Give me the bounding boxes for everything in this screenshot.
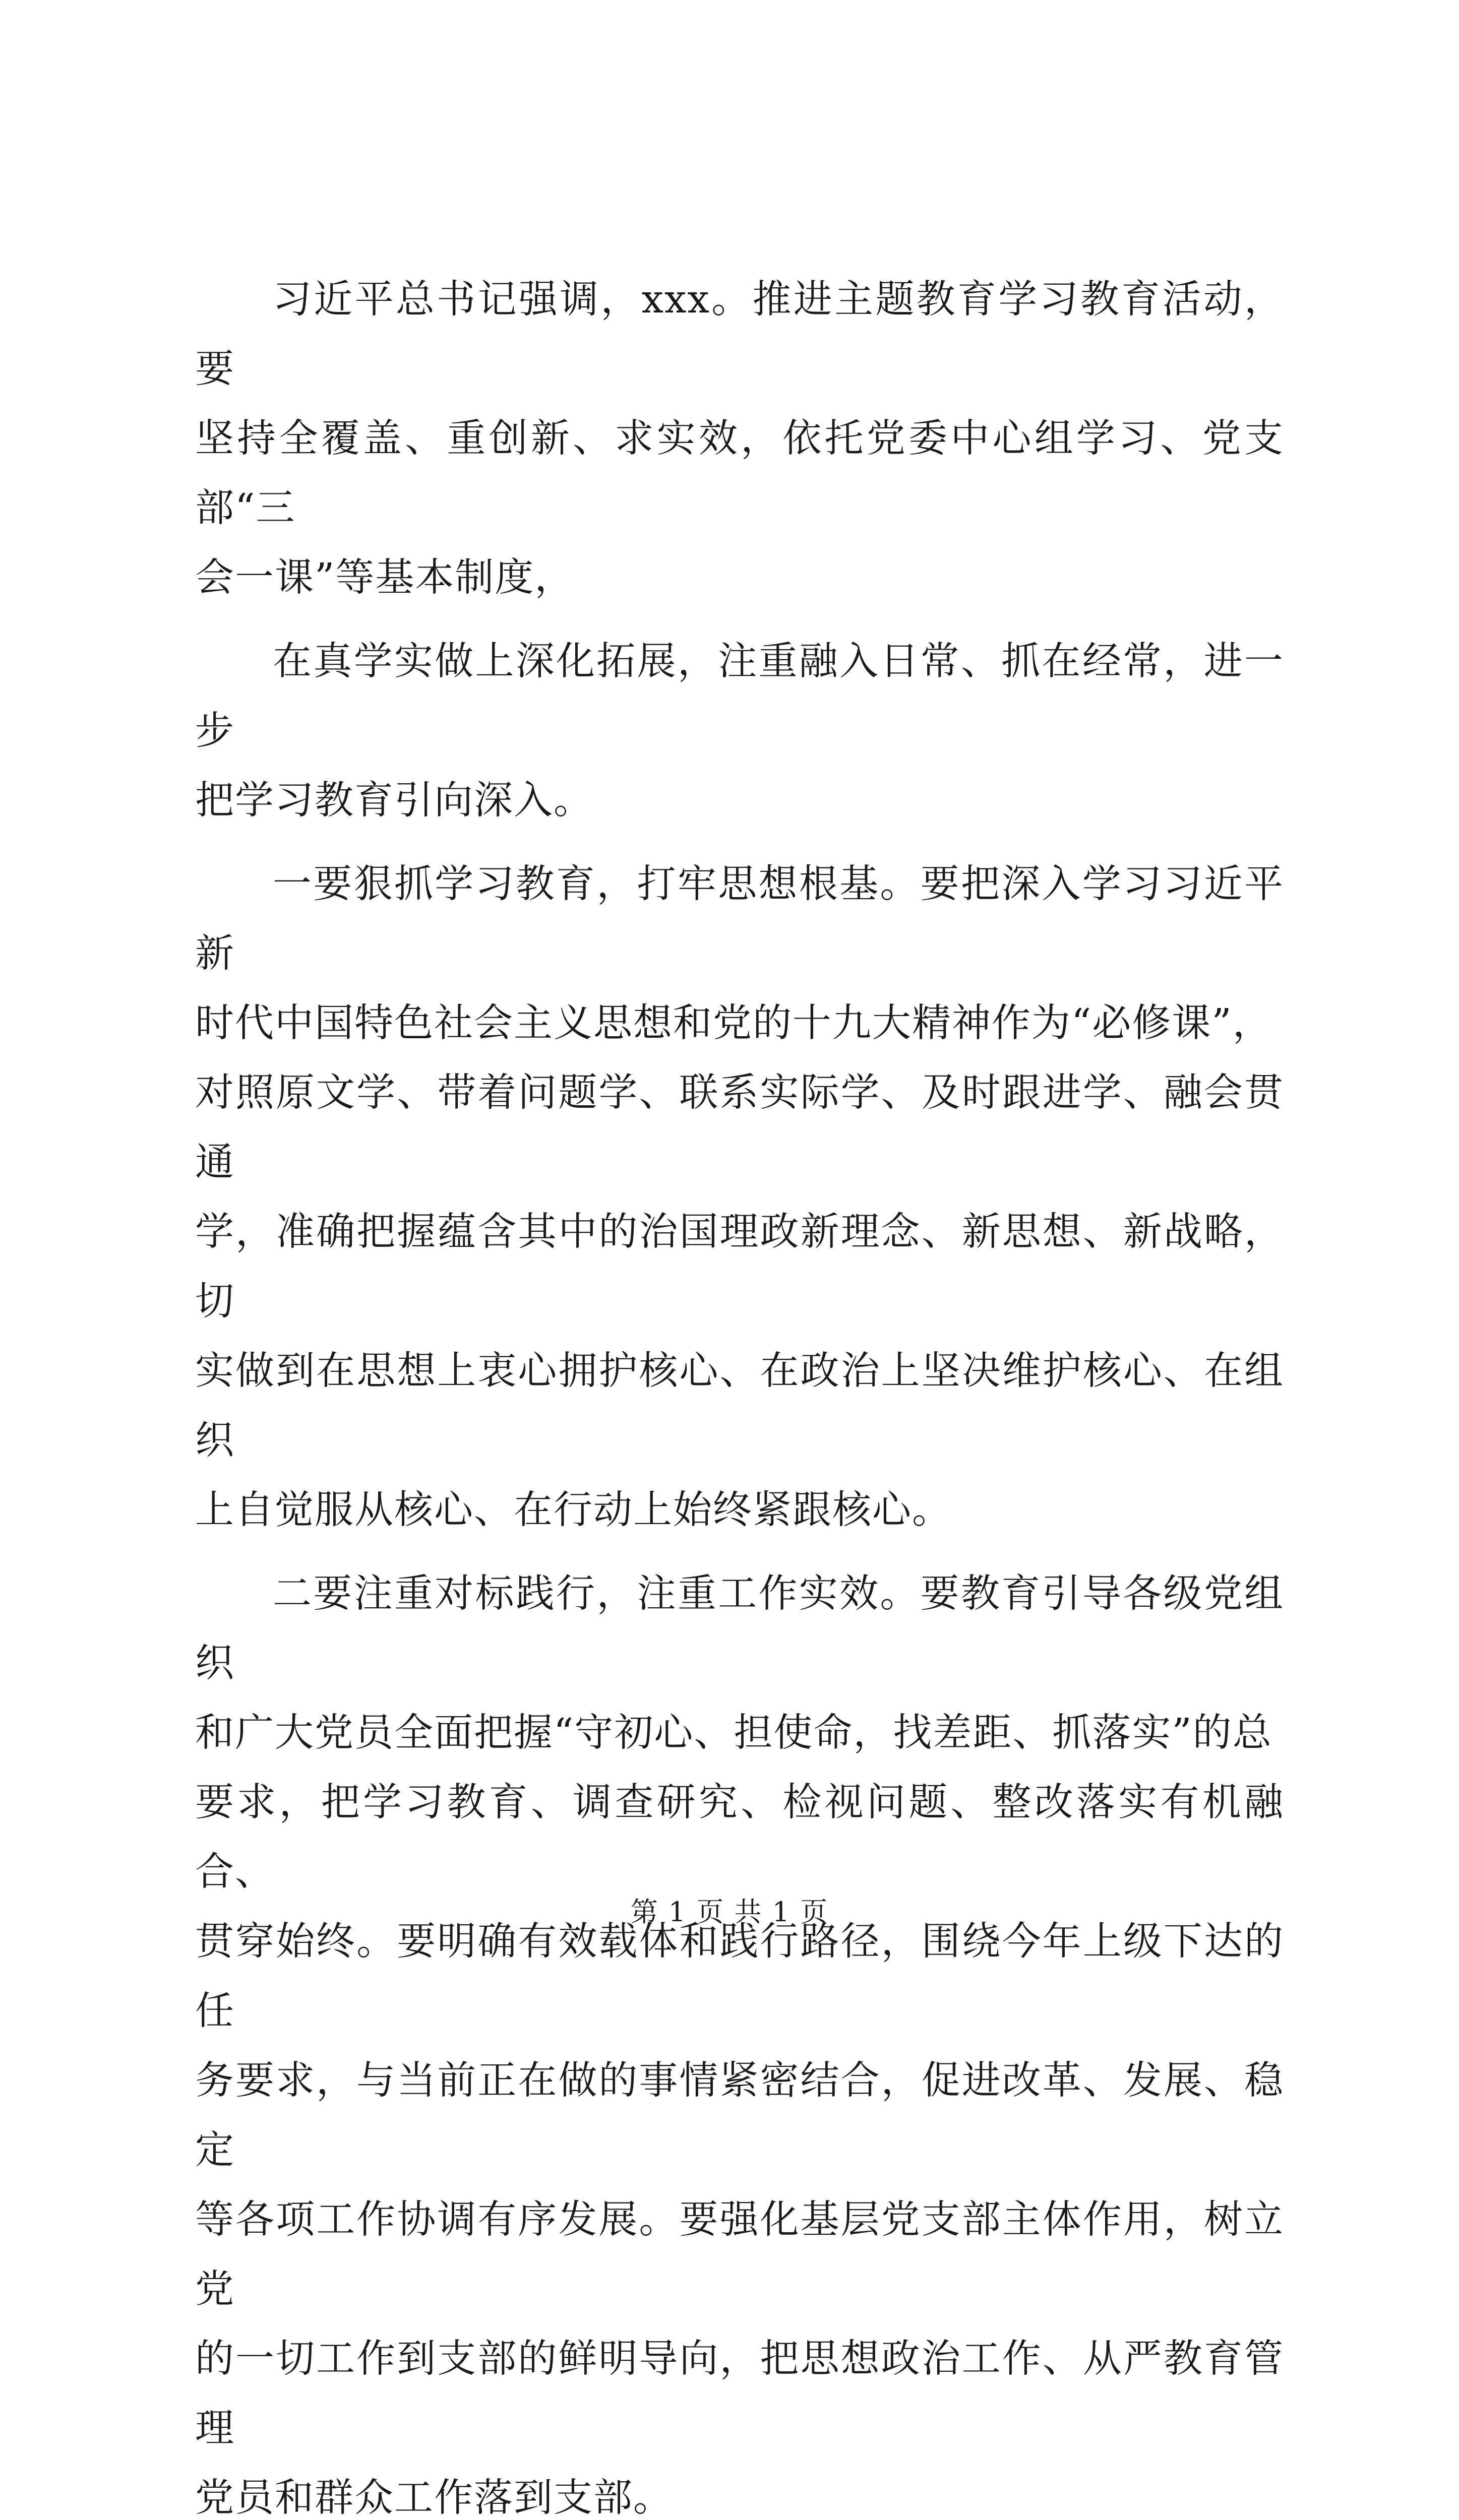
text-line: 坚持全覆盖、重创新、求实效，依托党委中心组学习、党支部“三 xyxy=(195,416,1284,531)
text-line: 贯穿始终。要明确有效载体和践行路径，围绕今年上级下达的任 xyxy=(195,1919,1284,2034)
paragraph-4 xyxy=(195,1559,1284,2520)
text-line: 要求，把学习教育、调查研究、检视问题、整改落实有机融合、 xyxy=(195,1780,1284,1895)
paragraph-2 xyxy=(195,627,1284,836)
text-line: 二要注重对标践行，注重工作实效。要教育引导各级党组织 xyxy=(195,1571,1284,1686)
page-footer: 第 1 页 共 1 页 xyxy=(630,1896,829,1928)
text-line: 对照原文学、带着问题学、联系实际学、及时跟进学、融会贯通 xyxy=(195,1070,1284,1185)
text-line: 一要狠抓学习教育，打牢思想根基。要把深入学习习近平新 xyxy=(195,862,1284,976)
document-body xyxy=(195,265,1284,2520)
paragraph-3 xyxy=(195,850,1284,1545)
text-line: 和广大党员全面把握“守初心、担使命，找差距、抓落实”的总 xyxy=(195,1711,1272,1755)
text-line: 党员和群众工作落到支部。 xyxy=(195,2476,673,2520)
text-line: 的一切工作到支部的鲜明导向，把思想政治工作、从严教育管理 xyxy=(195,2337,1284,2451)
paragraph-1 xyxy=(195,265,1284,613)
text-line: 把学习教育引向深入。 xyxy=(195,778,593,823)
text-line: 等各项工作协调有序发展。要强化基层党支部主体作用，树立党 xyxy=(195,2197,1284,2312)
text-line: 上自觉服从核心、在行动上始终紧跟核心。 xyxy=(195,1488,952,1533)
text-line: 在真学实做上深化拓展，注重融入日常、抓在经常，进一步 xyxy=(195,639,1284,753)
text-line: 学，准确把握蕴含其中的治国理政新理念、新思想、新战略，切 xyxy=(195,1210,1284,1324)
text-line: 会一课”等基本制度， xyxy=(195,555,575,600)
text-line: 时代中国特色社会主义思想和党的十九大精神作为“必修课”， xyxy=(195,1001,1272,1046)
text-line: 实做到在思想上衷心拥护核心、在政治上坚决维护核心、在组织 xyxy=(195,1349,1284,1463)
text-line: 务要求，与当前正在做的事情紧密结合，促进改革、发展、稳定 xyxy=(195,2058,1284,2173)
text-line: 习近平总书记强调，xxx。推进主题教育学习教育活动，要 xyxy=(195,277,1284,392)
